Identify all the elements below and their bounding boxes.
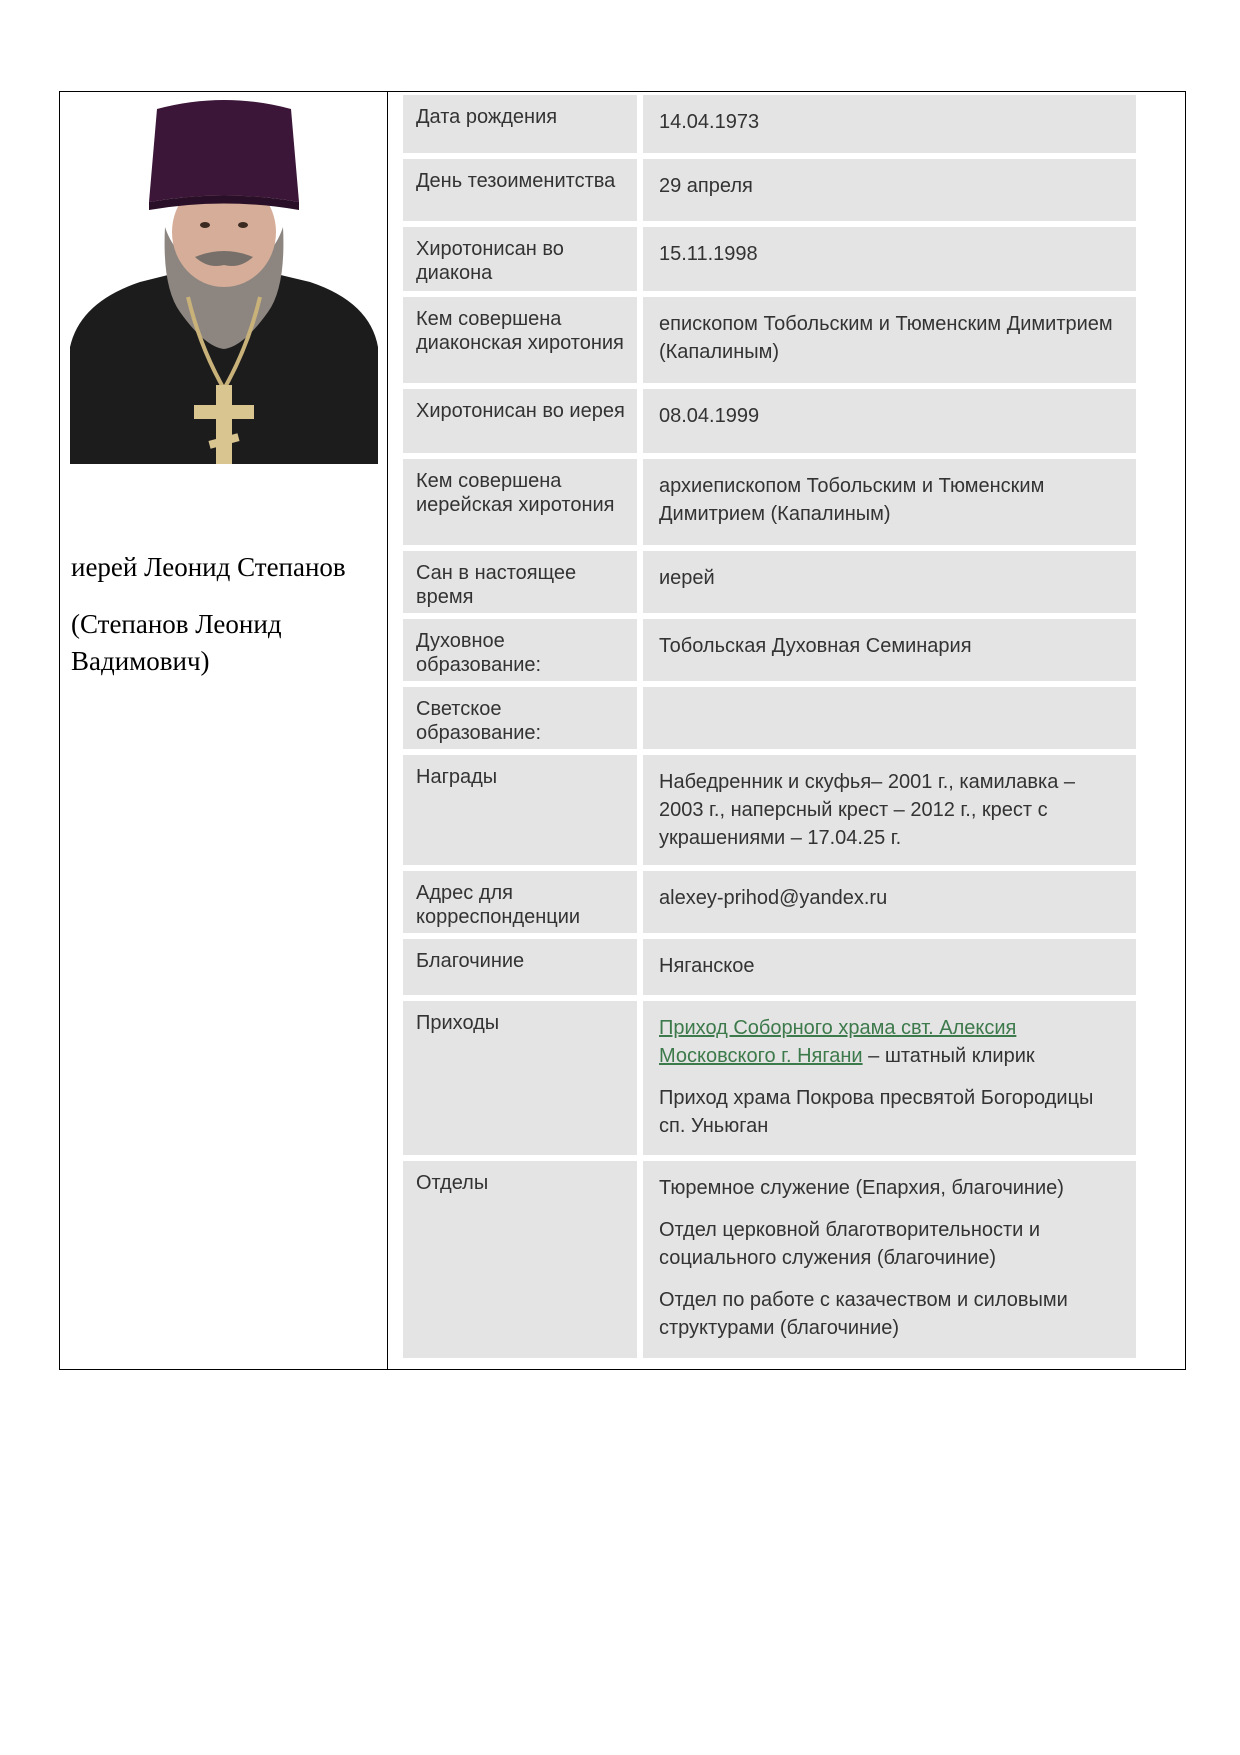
row-label-mailing-address: Адрес для корреспонденции [403,871,637,933]
row-label-deacon-ordination: Хиротонисан во диакона [403,227,637,291]
priest-photo [70,97,378,464]
row-value-deacon-ordained-by: епископом Тобольским и Тюменским Димитрием (Капалиным) [643,297,1136,383]
row-label-priest-ordained-by: Кем совершена иерейская хиротония [403,459,637,545]
parish-secondary: Приход храма Покрова пресвятой Богородицы сп. Уньюган [659,1087,1094,1137]
column-divider [387,91,388,1370]
row-value-spiritual-education: Тобольская Духовная Семинария [643,619,1136,681]
row-value-priest-ordination: 08.04.1999 [643,389,1136,453]
priest-title-name: иерей Леонид Степанов [71,552,346,582]
row-label-priest-ordination: Хиротонисан во иерея [403,389,637,453]
row-value-awards: Набедренник и скуфья– 2001 г., камилавка – 2003 г., наперсный крест – 2012 г., крест с украшениями – 17.04.25 г. [643,755,1136,865]
row-value-parishes [643,1001,1136,1155]
department-item: Отдел церковной благотворительности и социального служения (благочиние) [659,1219,1041,1269]
row-label-awards: Награды [403,755,637,865]
info-table [403,95,1136,1358]
priest-full-name: (Степанов Леонид Вадимович) [71,609,282,676]
department-item: Тюремное служение (Епархия, благочиние) [659,1177,1064,1199]
row-label-parishes: Приходы [403,1001,637,1155]
row-label-spiritual-education: Духовное образование: [403,619,637,681]
row-value-mailing-address: alexey-prihod@yandex.ru [643,871,1136,933]
row-label-deacon-ordained-by: Кем совершена диаконская хиротония [403,297,637,383]
row-value-departments [643,1161,1136,1358]
row-value-secular-education [643,687,1136,749]
row-label-birth-date: Дата рождения [403,95,637,153]
row-value-name-day: 29 апреля [643,159,1136,221]
parish-link[interactable]: Приход Соборного храма свт. Алексия Московского г. Нягани [659,1017,1017,1067]
row-value-deanery: Няганское [643,939,1136,995]
row-value-priest-ordained-by: архиепископом Тобольским и Тюменским Димитрием (Капалиным) [643,459,1136,545]
parish-primary [659,1014,1122,1070]
parish-role: – штатный клирик [862,1045,1035,1067]
row-value-deacon-ordination: 15.11.1998 [643,227,1136,291]
row-label-secular-education: Светское образование: [403,687,637,749]
row-label-name-day: День тезоименитства [403,159,637,221]
department-item: Отдел по работе с казачеством и силовыми структурами (благочиние) [659,1289,1068,1339]
row-value-current-rank: иерей [643,551,1136,613]
row-label-departments: Отделы [403,1161,637,1358]
row-label-deanery: Благочиние [403,939,637,995]
priest-name-block [71,549,381,680]
row-label-current-rank: Сан в настоящее время [403,551,637,613]
row-value-birth-date: 14.04.1973 [643,95,1136,153]
